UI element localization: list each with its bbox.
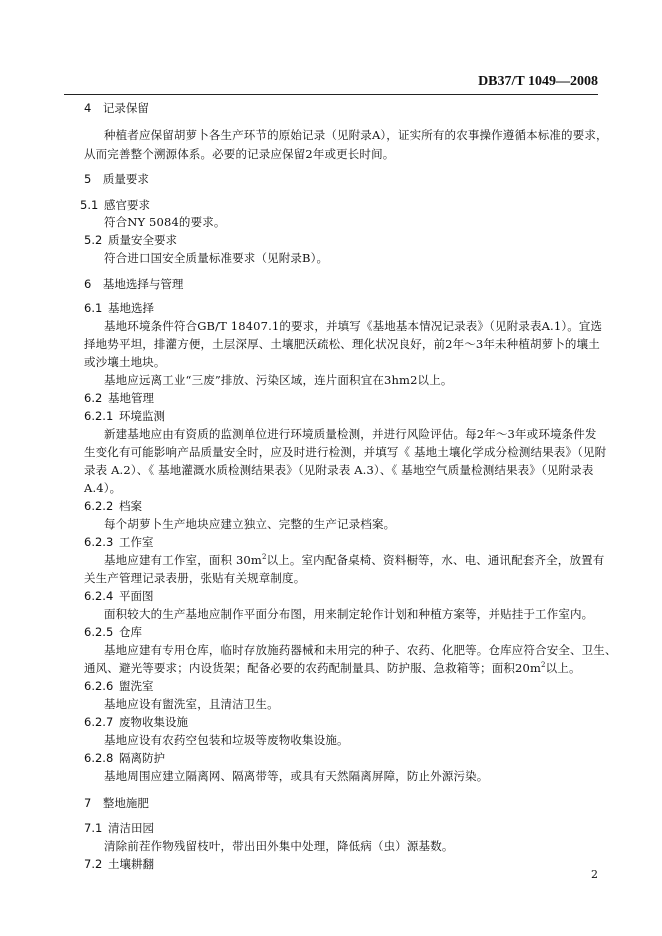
subsection-title: 环境监测	[119, 409, 166, 423]
text-run: 基地应建有工作室，面积 30m	[104, 553, 262, 567]
subsection-title: 隔离防护	[119, 751, 166, 765]
paragraph-line: 符合NY 5084的要求。	[104, 215, 226, 229]
subsection-number: 6.2.7	[84, 715, 114, 729]
section-title: 整地施肥	[102, 796, 149, 810]
subsection-6-2-8-heading	[84, 750, 165, 766]
subsection-title: 基地管理	[108, 391, 155, 405]
subsection-6-2-6-heading	[84, 678, 154, 694]
subsection-number: 6.1	[84, 301, 103, 315]
paragraph-line: 面积较大的生产基地应制作平面分布图，用来制定轮作计划和种植方案等，并贴挂于工作室内。	[104, 607, 594, 621]
paragraph-line: 基地周围应建立隔离网、隔离带等，或具有天然隔离屏障，防止外源污染。	[104, 769, 489, 783]
subsection-6-2-3-heading	[84, 534, 154, 550]
superscript: 2	[261, 553, 267, 562]
subsection-title: 基地选择	[108, 301, 155, 315]
section-number: 4	[84, 101, 92, 115]
standard-code: DB37/T 1049—2008	[478, 74, 598, 89]
subsection-5-2-heading	[84, 232, 177, 248]
paragraph-line: 生变化有可能影响产品质量安全时，应及时进行检测，并填写《 基地土壤化学成分检测结果表》（见附	[84, 445, 607, 459]
section-number: 6	[84, 277, 92, 291]
subsection-title: 档案	[119, 499, 143, 513]
subsection-number: 6.2.2	[84, 499, 114, 513]
subsection-title: 仓库	[119, 625, 143, 639]
subsection-title: 清洁田园	[108, 821, 155, 835]
subsection-title: 平面图	[119, 589, 154, 603]
paragraph-line: 基地应设有盥洗室，且清洁卫生。	[104, 697, 279, 711]
subsection-title: 工作室	[119, 535, 154, 549]
page-number: 2	[591, 868, 598, 881]
paragraph-line: 种植者应保留胡萝卜各生产环节的原始记录（见附录A），证实所有的农事操作遵循本标准的要求，	[104, 128, 608, 142]
section-number: 5	[84, 172, 92, 186]
subsection-title: 废物收集设施	[119, 715, 189, 729]
subsection-6-2-2-heading	[84, 498, 142, 514]
header-rule	[64, 94, 598, 95]
subsection-6-2-5-heading	[84, 624, 142, 640]
subsection-5-1-heading	[80, 197, 150, 213]
subsection-number: 6.2.8	[84, 751, 114, 765]
text-run: 以上。	[545, 661, 581, 675]
paragraph-line: 基地应设有农药空包装和垃圾等废物收集设施。	[104, 733, 349, 747]
subsection-title: 土壤耕翻	[108, 857, 155, 871]
text-run: 通风、避光等要求；内设货架；配备必要的农药配制量具、防护服、急救箱等；面积20m	[84, 661, 542, 675]
section-5-heading	[84, 171, 149, 187]
subsection-6-2-1-heading	[84, 408, 165, 424]
section-title: 记录保留	[102, 101, 149, 115]
paragraph-line: 符合进口国安全质量标准要求（见附录B）。	[104, 251, 329, 265]
paragraph-line: 从而完善整个溯源体系。必要的记录应保留2年或更长时间。	[84, 147, 395, 161]
paragraph-line: A.4）。	[84, 481, 122, 495]
subsection-6-2-7-heading	[84, 714, 188, 730]
text-run: 以上。室内配备桌椅、资料橱等，水、电、通讯配套齐全，放置有	[266, 553, 605, 567]
subsection-title: 感官要求	[104, 198, 151, 212]
subsection-number: 6.2.5	[84, 625, 114, 639]
subsection-number: 7.1	[84, 821, 103, 835]
paragraph-line: 关生产管理记录表册，张贴有关规章制度。	[84, 571, 306, 585]
subsection-number: 5.1	[80, 198, 99, 212]
subsection-6-1-heading	[84, 300, 154, 316]
subsection-number: 6.2.4	[84, 589, 114, 603]
paragraph-line: 新建基地应由有资质的监测单位进行环境质量检测，并进行风险评估。每2年～3年或环境条件发	[104, 427, 597, 441]
subsection-7-2-heading	[84, 856, 154, 872]
section-title: 基地选择与管理	[102, 277, 184, 291]
subsection-number: 6.2.1	[84, 409, 114, 423]
subsection-title: 盥洗室	[119, 679, 154, 693]
paragraph-line: 基地应建有专用仓库，临时存放施药器械和未用完的种子、农药、化肥等。仓库应符合安全、卫生、	[104, 643, 617, 657]
section-7-heading	[84, 795, 149, 811]
subsection-7-1-heading	[84, 820, 154, 836]
subsection-number: 6.2	[84, 391, 103, 405]
paragraph-line: 择地势平坦，排灌方便，土层深厚、土壤肥沃疏松、理化状况良好，前2年～3年未种植胡萝卜的壤土	[84, 337, 600, 351]
section-title: 质量要求	[102, 172, 149, 186]
paragraph-line: 每个胡萝卜生产地块应建立独立、完整的生产记录档案。	[104, 517, 396, 531]
subsection-6-2-4-heading	[84, 588, 154, 604]
paragraph-line: 或沙壤土地块。	[84, 355, 166, 369]
subsection-number: 6.2.3	[84, 535, 114, 549]
section-6-heading	[84, 276, 183, 292]
section-4-heading	[84, 100, 149, 116]
paragraph-line: 基地应远离工业“三废”排放、污染区域，连片面积宜在3hm2以上。	[104, 373, 453, 387]
subsection-6-2-heading	[84, 390, 154, 406]
superscript: 2	[541, 661, 546, 670]
paragraph-line: 录表 A.2）、《 基地灌溉水质检测结果表》（见附录表 A.3）、《 基地空气质量检测结果表》（见附录表	[84, 463, 594, 477]
paragraph-line: 清除前茬作物残留枝叶，带出田外集中处理，降低病（虫）源基数。	[104, 839, 454, 853]
paragraph-line	[84, 660, 581, 676]
paragraph-line: 基地环境条件符合GB/T 18407.1的要求，并填写《基地基本情况记录表》（见附录表A.1）。宜选	[104, 319, 603, 333]
paragraph-line	[104, 552, 604, 568]
subsection-number: 5.2	[84, 233, 103, 247]
section-number: 7	[84, 796, 92, 810]
subsection-number: 7.2	[84, 857, 103, 871]
subsection-number: 6.2.6	[84, 679, 114, 693]
subsection-title: 质量安全要求	[108, 233, 178, 247]
